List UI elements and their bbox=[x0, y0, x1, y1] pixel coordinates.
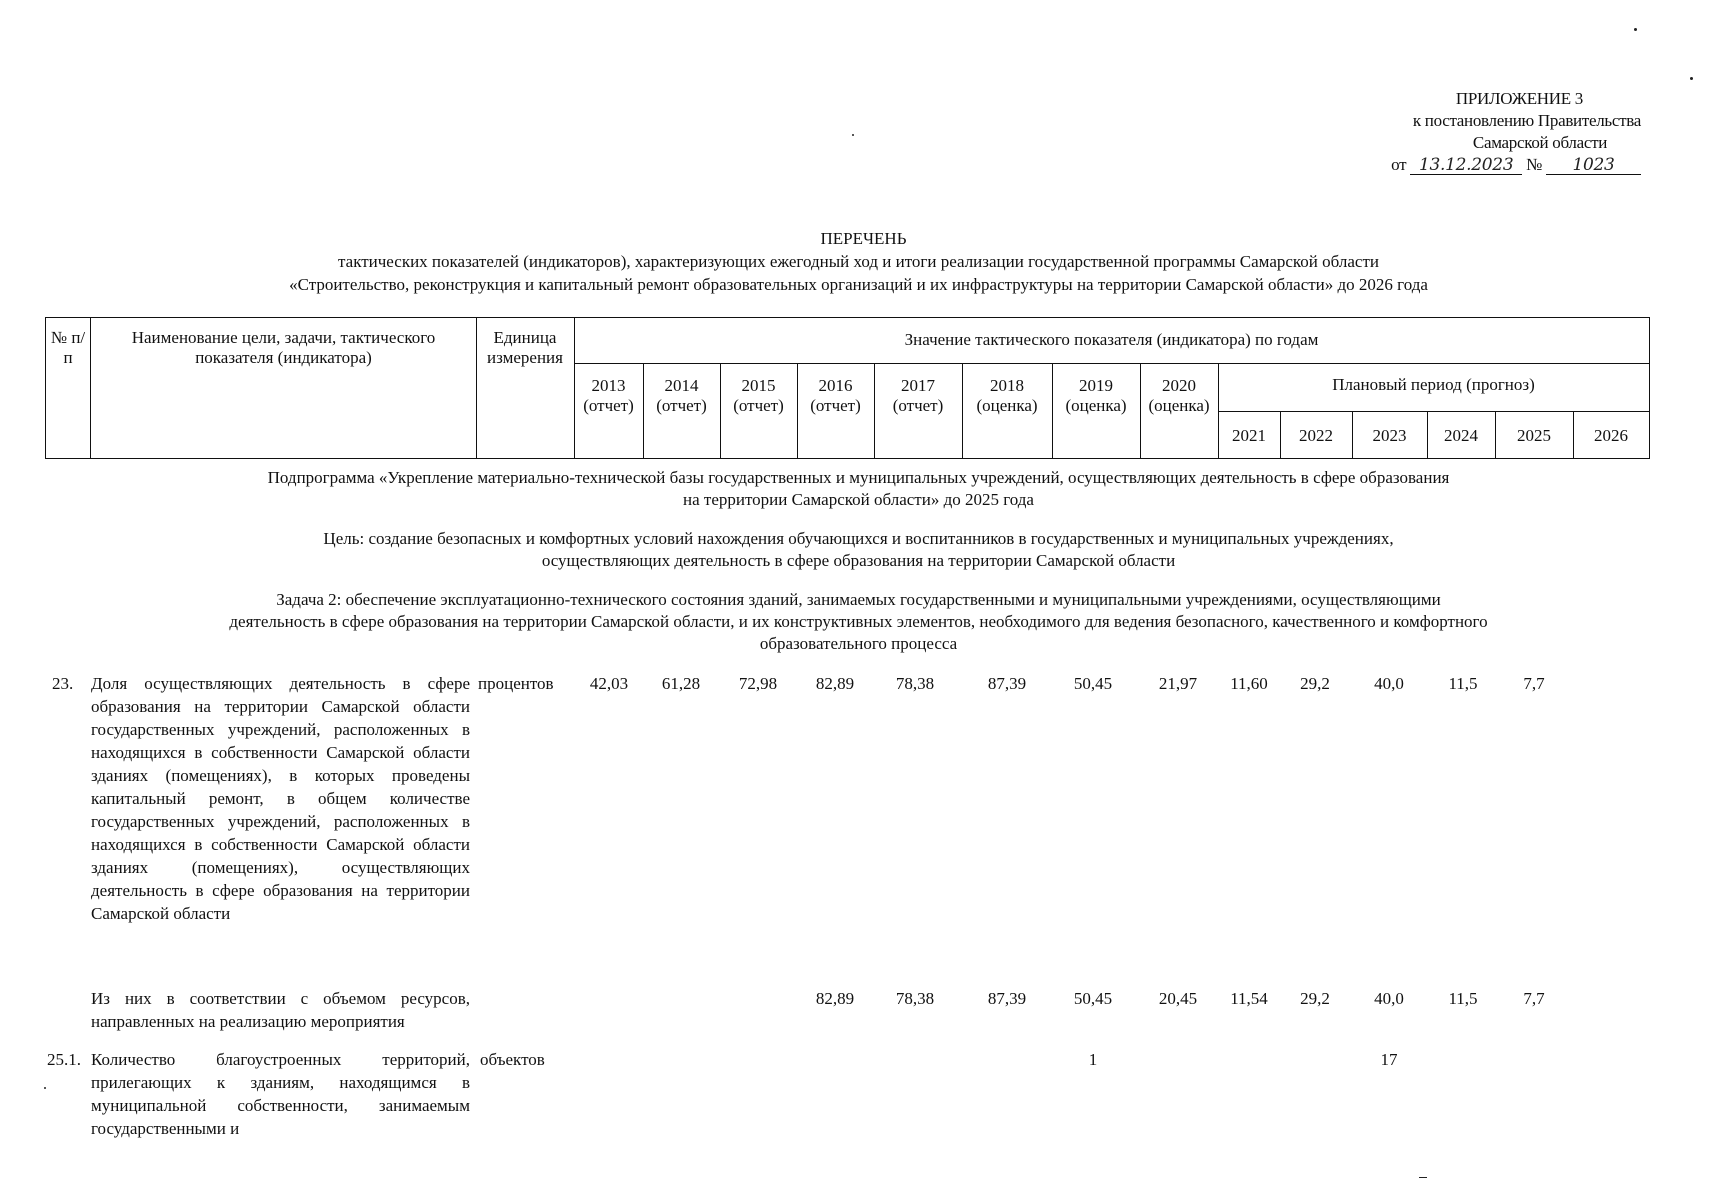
table-header bbox=[45, 317, 1650, 459]
year-2014: 2014 (отчет) bbox=[656, 376, 707, 415]
year-2015: 2015 (отчет) bbox=[733, 376, 784, 415]
year-2020: 2020 (оценка) bbox=[1148, 376, 1210, 415]
scan-speck bbox=[1690, 77, 1693, 80]
row-number: 25.1. bbox=[47, 1050, 81, 1069]
appendix-date-line bbox=[1391, 154, 1641, 176]
appendix-block bbox=[1391, 88, 1641, 176]
year-2018: 2018 (оценка) bbox=[976, 376, 1038, 415]
row-unit: процентов bbox=[478, 674, 554, 693]
year-2013: 2013 (отчет) bbox=[583, 376, 634, 415]
scan-speck bbox=[1634, 28, 1637, 31]
value-2014: 61,28 bbox=[661, 674, 701, 693]
header-col-name: Наименование цели, задачи, тактического показателя (индикатора) bbox=[131, 328, 436, 367]
handwritten-date: 13.12.2023 bbox=[1410, 156, 1522, 175]
value-2020: 21,97 bbox=[1158, 674, 1198, 693]
value-2019: 1 bbox=[1088, 1050, 1098, 1069]
value-2018: 87,39 bbox=[987, 674, 1027, 693]
handwritten-number: 1023 bbox=[1546, 156, 1641, 175]
value-2024: 11,5 bbox=[1448, 989, 1478, 1008]
row-indicator-name: Доля осуществляющих деятельность в сфере образования на территории Самарской области государственных учреждений, расположенных в находящихся в собственности Самарской области зданиях (помещениях), в которых проведены капитальный ремонт, в общем количестве государственных учреждений, расположенных в находящихся в собственности Самарской области зданиях (помещениях), осуществляющих деятельность в сфере образования на территории Самарской области bbox=[91, 674, 470, 923]
header-planned-period: Плановый период (прогноз) bbox=[1332, 375, 1535, 394]
appendix-line3: Самарской области bbox=[1472, 133, 1607, 152]
value-2021: 11,54 bbox=[1230, 989, 1268, 1008]
row-indicator-name: Количество благоустроенных территорий, прилегающих к зданиям, находящимся в муниципальной собственности, занимаемым государственными и bbox=[91, 1050, 470, 1138]
value-2021: 11,60 bbox=[1230, 674, 1268, 693]
row-indicator-name: Из них в соответствии с объемом ресурсов, направленных на реализацию мероприятия bbox=[91, 989, 470, 1031]
value-2017: 78,38 bbox=[895, 989, 935, 1008]
year-2016: 2016 (отчет) bbox=[810, 376, 861, 415]
plan-year-2024: 2024 bbox=[1444, 426, 1478, 445]
value-2023: 17 bbox=[1380, 1050, 1398, 1069]
appendix-title: ПРИЛОЖЕНИЕ 3 bbox=[1455, 89, 1583, 108]
row-unit: объектов bbox=[480, 1050, 545, 1069]
scan-speck bbox=[1419, 1177, 1427, 1178]
row-number: 23. bbox=[52, 674, 74, 693]
number-prefix: № bbox=[1526, 155, 1543, 174]
appendix-line2: к постановлению Правительства bbox=[1412, 111, 1641, 130]
year-2019: 2019 (оценка) bbox=[1065, 376, 1127, 415]
task-heading: Задача 2: обеспечение эксплуатационно-технического состояния зданий, занимаемых государственными и муниципальными учреждениями, осуществляющими деятельность в сфере образования на территории Самарской области, и их конструктивных элементов, необходимого для ведения безопасного, качественного и комфортного образовательного процесса bbox=[229, 590, 1488, 653]
value-2016: 82,89 bbox=[815, 674, 855, 693]
header-col-num: № п/п bbox=[50, 328, 86, 367]
value-2019: 50,45 bbox=[1073, 674, 1113, 693]
year-2017: 2017 (отчет) bbox=[892, 376, 944, 415]
value-2019: 50,45 bbox=[1073, 989, 1113, 1008]
value-2023: 40,0 bbox=[1374, 674, 1404, 693]
value-2015: 72,98 bbox=[738, 674, 778, 693]
value-2022: 29,2 bbox=[1300, 989, 1330, 1008]
scan-speck bbox=[852, 134, 854, 136]
header-col-values: Значение тактического показателя (индикатора) по годам bbox=[904, 330, 1319, 349]
document-subtitle-1: тактических показателей (индикаторов), характеризующих ежегодный ход и итоги реализации государственной программы Самарской области bbox=[338, 252, 1379, 271]
value-2025: 7,7 bbox=[1523, 674, 1545, 693]
value-2023: 40,0 bbox=[1374, 989, 1404, 1008]
document-title-block bbox=[0, 227, 1717, 296]
plan-year-2021: 2021 bbox=[1232, 426, 1266, 445]
plan-year-2025: 2025 bbox=[1517, 426, 1551, 445]
value-2022: 29,2 bbox=[1300, 674, 1330, 693]
value-2018: 87,39 bbox=[987, 989, 1027, 1008]
date-prefix: от bbox=[1391, 155, 1407, 174]
plan-year-2022: 2022 bbox=[1299, 426, 1333, 445]
subprogram-heading: Подпрограмма «Укрепление материально-технической базы государственных и муниципальных учреждений, осуществляющих деятельность в сфере образования на территории Самарской области» до 2025 года bbox=[267, 468, 1450, 509]
value-2017: 78,38 bbox=[895, 674, 935, 693]
value-2025: 7,7 bbox=[1523, 989, 1545, 1008]
value-2016: 82,89 bbox=[815, 989, 855, 1008]
value-2013: 42,03 bbox=[589, 674, 629, 693]
plan-year-2026: 2026 bbox=[1594, 426, 1628, 445]
goal-heading: Цель: создание безопасных и комфортных условий нахождения обучающихся и воспитанников в государственных и муниципальных учреждениях, осуществляющих деятельность в сфере образования на территории Самарской области bbox=[323, 529, 1394, 570]
scan-speck bbox=[44, 1087, 46, 1089]
document-title: ПЕРЕЧЕНЬ bbox=[820, 229, 907, 248]
document-subtitle-2: «Строительство, реконструкция и капитальный ремонт образовательных организаций и их инфраструктуры на территории Самарской области» до 2026 года bbox=[289, 275, 1428, 294]
plan-year-2023: 2023 bbox=[1372, 426, 1407, 445]
value-2024: 11,5 bbox=[1448, 674, 1478, 693]
value-2020: 20,45 bbox=[1158, 989, 1198, 1008]
header-col-unit: Единица измерения bbox=[487, 328, 563, 367]
